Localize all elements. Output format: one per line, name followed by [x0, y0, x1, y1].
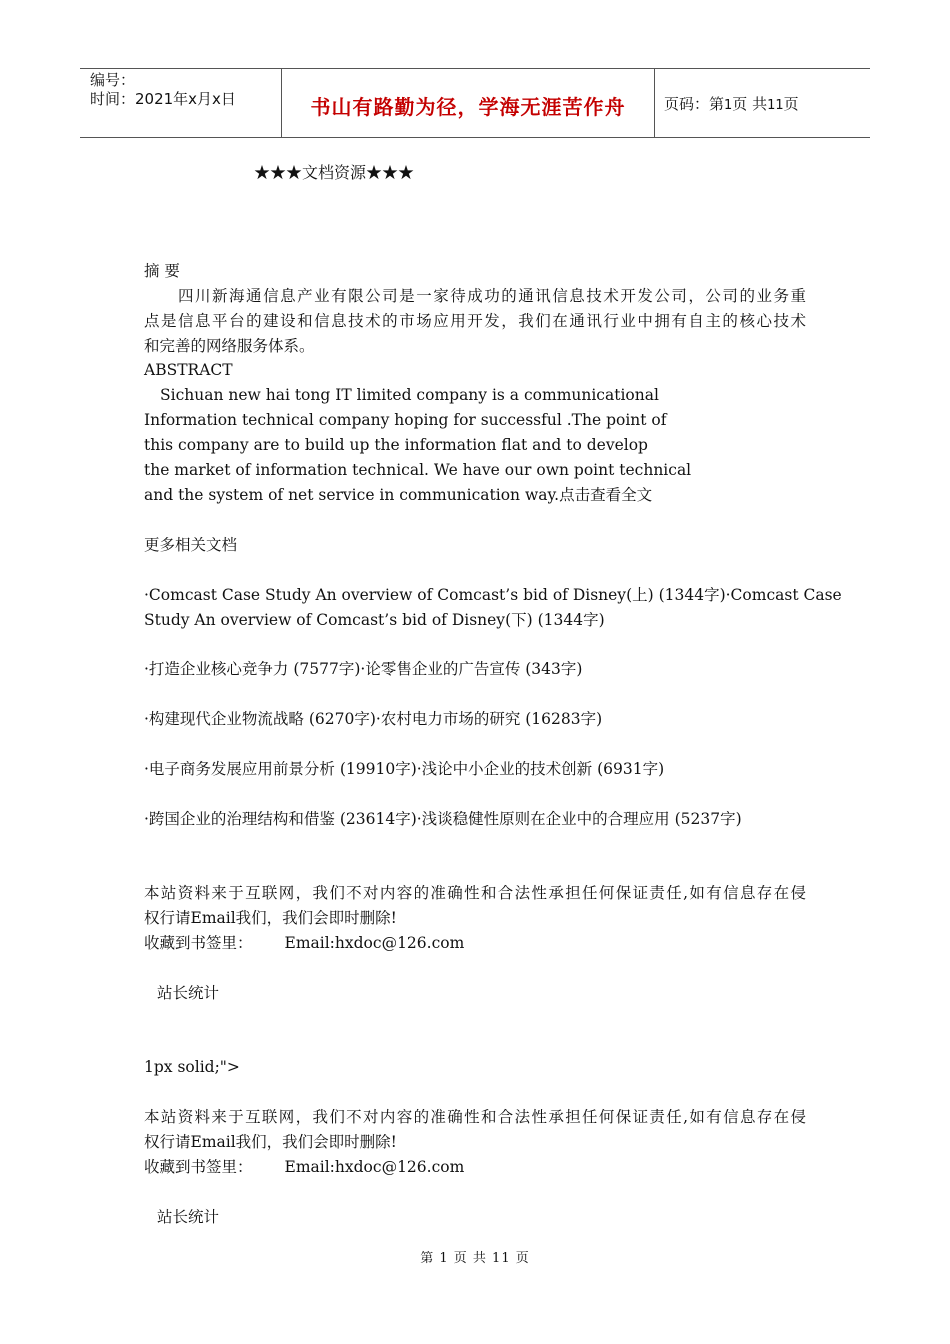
page-footer: 第 1 页 共 11 页	[420, 1251, 530, 1266]
header-time: 时间：2021年x月x日	[90, 90, 236, 108]
stray-text: 1px solid;">	[144, 1058, 240, 1076]
site-stats-link[interactable]: 站长统计	[157, 1208, 220, 1226]
related-heading: 更多相关文档	[144, 536, 238, 554]
header-number: 编号：	[90, 71, 136, 89]
header-motto: 书山有路勤为径，学海无涯苦作舟	[310, 95, 626, 119]
header-page-number: 页码：第1页 共11页	[664, 95, 799, 113]
abstract-cn-line: 四川新海通信息产业有限公司是一家待成功的通讯信息技术开发公司，公司的业务重	[178, 287, 806, 305]
notice-text: 本站资料来于互联网，我们不对内容的准确性和合法性承担任何保证责任,如有信息存在侵	[144, 1108, 806, 1126]
bookmark-row	[144, 933, 464, 953]
abstract-en-line: this company are to build up the information flat and to develop	[144, 436, 648, 454]
notice-text: 本站资料来于互联网，我们不对内容的准确性和合法性承担任何保证责任,如有信息存在侵	[144, 884, 806, 902]
email-link[interactable]: Email:hxdoc@126.com	[284, 1158, 465, 1176]
abstract-cn-line: 点是信息平台的建设和信息技术的市场应用开发，我们在通讯行业中拥有自主的核心技术	[144, 312, 806, 330]
related-item-link[interactable]: ·跨国企业的治理结构和借鉴 (23614字)·浅谈稳健性原则在企业中的合理应用 (5237字)	[144, 810, 742, 828]
abstract-en-heading: ABSTRACT	[144, 361, 233, 379]
bookmark-link[interactable]: 收藏到书签里：	[144, 1158, 253, 1176]
notice-text: 权行请Email我们，我们会即时删除!	[144, 909, 397, 927]
abstract-cn-line: 和完善的网络服务体系。	[144, 337, 315, 355]
bookmark-link[interactable]: 收藏到书签里：	[144, 934, 253, 952]
related-item-link[interactable]: ·Comcast Case Study An overview of Comcast’s bid of Disney(上) (1344字)·Comcast Case	[144, 586, 842, 604]
email-link[interactable]: Email:hxdoc@126.com	[284, 934, 465, 952]
abstract-en-line: the market of information technical. We have our own point technical	[144, 461, 692, 479]
abstract-en-line: Information technical company hoping for successful .The point of	[144, 411, 667, 429]
header-divider	[654, 69, 655, 137]
abstract-en-line-last: and the system of net service in communication way.点击查看全文	[144, 486, 653, 504]
notice-text: 权行请Email我们，我们会即时删除!	[144, 1133, 397, 1151]
related-item-link[interactable]: ·电子商务发展应用前景分析 (19910字)·浅论中小企业的技术创新 (6931字)	[144, 760, 665, 778]
bookmark-row	[144, 1157, 464, 1177]
related-item-link[interactable]: ·打造企业核心竞争力 (7577字)·论零售企业的广告宣传 (343字)	[144, 660, 583, 678]
abstract-cn-heading: 摘 要	[144, 262, 180, 280]
abstract-en-line: Sichuan new hai tong IT limited company is a communicational	[160, 386, 659, 404]
document-header	[80, 68, 870, 138]
resource-title: ★★★文档资源★★★	[254, 163, 415, 182]
view-full-text-link[interactable]: 点击查看全文	[559, 486, 653, 504]
related-item-link[interactable]: ·构建现代企业物流战略 (6270字)·农村电力市场的研究 (16283字)	[144, 710, 603, 728]
header-meta	[90, 71, 236, 109]
site-stats-link[interactable]: 站长统计	[157, 984, 220, 1002]
related-item-link[interactable]: Study An overview of Comcast’s bid of Disney(下) (1344字)	[144, 611, 605, 629]
